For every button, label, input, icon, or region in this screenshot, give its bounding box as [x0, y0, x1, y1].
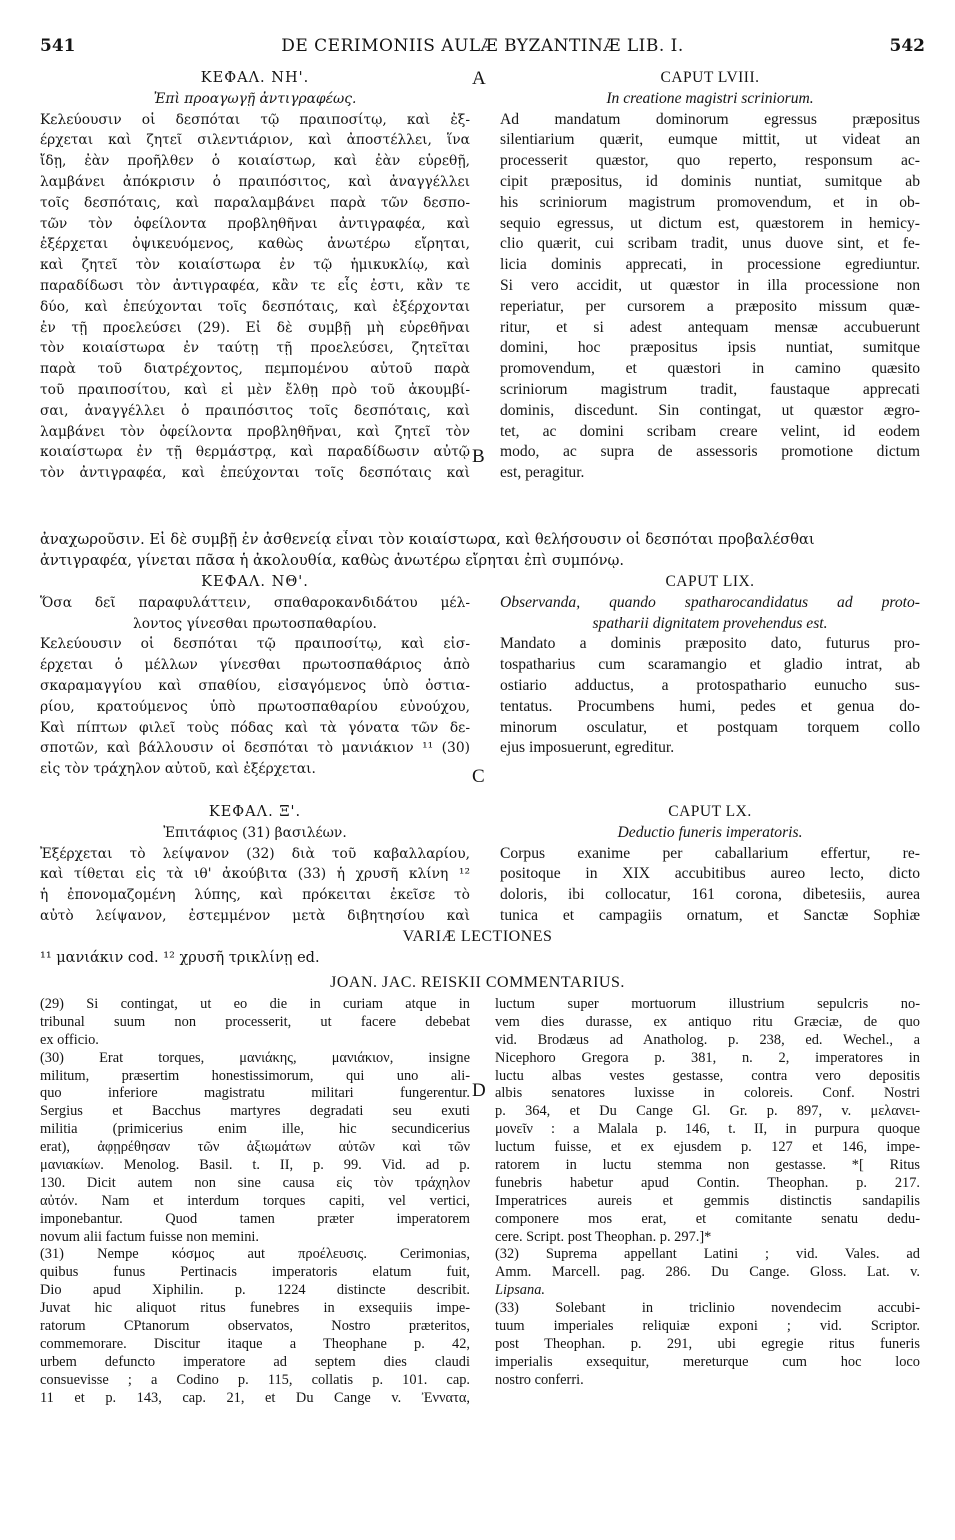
comm-left-line: 130. Dicit autem non sine causa εἰς τὸν τράχηλον [40, 1174, 470, 1191]
left-upper-line: τὸν κοιαίστωρα ἐν ταύτῃ τῇ προελεύσει, ζητεῖται [40, 340, 470, 357]
right-upper-line: Si vero accidit, ut quæstor in illa processione non [500, 276, 920, 294]
right-upper-line: clio quærit, cui scribam tradit, unus duove sint, et fe- [500, 235, 920, 253]
comm-right-line: imperialis exsequitur, mereturque cum hoc loco [495, 1353, 920, 1370]
left-upper-line: κοιαίστωρα ἐν τῇ θερμάστρᾳ, καὶ παραδίδωσιν αὐτῷ [40, 444, 470, 461]
left-mid-line: σποτῶν, καὶ βάλλουσιν οἱ δεσπόται τὸ μανιάκιον ¹¹ (30) [40, 740, 470, 757]
right-upper-line: his scriniorum magistrum promovendum, et in ob- [500, 193, 920, 211]
left-upper-line: τοῖς δεσπόταις, καὶ παραλαμβάνει παρὰ τῶν δεσπο- [40, 194, 470, 211]
margin-marker-a: A [472, 68, 486, 89]
left-mid-line: έρχεται ὁ μέλλων γίνεσθαι πρωτοσπαθάριος ἀπὸ [40, 657, 470, 674]
comm-right-line: Lipsana. [495, 1282, 545, 1299]
comm-left-line: tribunal suum non processerit, ut facere debebat [40, 1013, 470, 1030]
comm-right-line: vid. Brodæus ad Anatholog. p. 238, ed. Wechel., a [495, 1031, 920, 1048]
right-low-line: doloris, ibi collocatur, 161 corona, dibetesiis, aurea [500, 886, 920, 904]
right-upper-line: licia dominis apprecati, in processione egrediuntur. [500, 256, 920, 274]
commentary-title: JOAN. JAC. REISKII COMMENTARIUS. [330, 974, 625, 991]
comm-right-line: funebris habetur apud Contin. Theophan. p. 217. [495, 1174, 920, 1191]
comm-right-line: Imperatrices aureis et gemmis distinctis sandapilis [495, 1192, 920, 1209]
comm-right-line: ratorem in luctu stemma non gestasse. *[ Ritus [495, 1157, 920, 1174]
greek-column-upper [40, 68, 470, 484]
comm-left-line: (30) Erat torques, μανιάκης, μανιάκιον, insigne [40, 1049, 470, 1066]
right-upper-line: processerit quæstor, quo reperto, responsum ac- [500, 152, 920, 170]
left-upper-line: ἐν τῇ προελεύσει (29). Εἰ δὲ συμβῇ μὴ εὑρεθῆναι [40, 319, 470, 336]
comm-left-line: militum, præsertim honestissimorum, qui uno ali- [40, 1067, 470, 1084]
comm-left-line: ratorum CPtanorum observatos, Nostro præteritos, [40, 1318, 470, 1335]
full-width-greek [40, 530, 920, 572]
comm-right-line: p. 364, et Du Cange Gl. Gr. p. 897, v. μελανει- [495, 1103, 920, 1120]
comm-right-line: nostro conferri. [495, 1371, 584, 1388]
full-width-line: ἀντιγραφέα, γίνεται πᾶσα ἡ ἀκολουθία, καθὼς ἀνωτέρω εἴρηται ἐπὶ συμπόνῳ. [40, 551, 624, 569]
right-mid-line: Mandato a dominis præposito dato, futurus pro- [500, 635, 920, 653]
comm-left-line: erat), ἀφῃρέθησαν τῶν ἀξιωμάτων αὐτῶν καὶ τῶν [40, 1139, 470, 1156]
comm-left-line: quo inferiore magistratu militari fungerentur. [40, 1085, 470, 1102]
running-title: DE CERIMONIIS AULÆ BYZANTINÆ LIB. I. [281, 36, 684, 56]
latin-column-lower [500, 802, 920, 927]
right-upper-line: silentiarium quærit, eumque mittit, ut videat an [500, 131, 920, 149]
greek-column-middle [40, 572, 470, 780]
comm-left-line: Dio apud Xiphilin. p. 1224 distincte describit. [40, 1282, 470, 1299]
right-low-line: tunica et campagiis ornatum, et Sanctæ Sophiæ [500, 906, 920, 924]
comm-left-line: novum alii factum fuisse non memini. [40, 1228, 260, 1245]
right-upper-line: In creatione magistri scriniorum. [606, 89, 814, 107]
latin-column-upper [500, 68, 920, 484]
page-number-left: 541 [40, 36, 76, 56]
right-mid-line: ejus imposuerunt, egreditur. [500, 739, 675, 757]
right-mid-line: tentatus. Procumbens humi, pedes et genua do- [500, 697, 920, 715]
left-mid-line: εἰς τὸν τράχηλον αὐτοῦ, καὶ ἐξέρχεται. [40, 761, 316, 778]
comm-right-line: Amm. Marcell. pag. 286. Du Cange. Gloss. Lat. v. [495, 1264, 920, 1281]
left-low-line: Ἐπιτάφιος (31) βασιλέων. [163, 824, 347, 841]
comm-left-line: ex officio. [40, 1031, 99, 1048]
comm-right-line: (33) Solebant in triclinio novendecim accubi- [495, 1300, 920, 1317]
left-upper-line: παραδίδωσι τὸν ἀντιγραφέα, κἂν τε εἷς ἐστι, κἂν τε [40, 277, 470, 294]
comm-left-line: Sergius et Bacchus martyres degradati seu exuti [40, 1103, 470, 1120]
latin-column-middle [500, 572, 920, 759]
comm-left-line: (31) Nempe κόσμος aut προέλευσις. Cerimonias, [40, 1246, 470, 1263]
right-upper-line: dominis, discedunt. Sin contingat, ut quæstor ægro- [500, 401, 920, 419]
left-mid-line: Καὶ πίπτων φιλεῖ τοὺς πόδας καὶ τὰ γόνατα τῶν δε- [40, 719, 470, 736]
comm-right-line: componere mos erat, et comitante senatu dedu- [495, 1210, 920, 1227]
left-upper-line: ἐξέρχεται ὀψικευόμενος, καθὼς ἀνωτέρω εἴρηται, [40, 236, 470, 253]
right-mid-line: Observanda, quando spatharocandidatus ad proto- [500, 593, 920, 611]
left-upper-line: τῶν τὸν ὀφείλοντα προβληθῆναι ἀντιγραφέα, καὶ [40, 215, 470, 232]
right-upper-line: Ad mandatum dominorum egressus præpositus [500, 110, 920, 128]
right-upper-line: est, peragitur. [500, 464, 585, 482]
left-mid-line: λοντος γίνεσθαι πρωτοσπαθαρίου. [133, 615, 377, 632]
comm-left-line: urbem defuncto imperatore ad septem dies claudi [40, 1353, 470, 1370]
right-upper-line: domini, hoc præpositus ipsis nuntiat, sumitque [500, 339, 920, 357]
right-upper-line: reperiatur, per cursorem a præposito missum quæ- [500, 297, 920, 315]
comm-left-line: 11 et p. 143, cap. 21, et Du Cange v. Ἐννατα, [40, 1389, 470, 1406]
right-low-line: CAPUT LX. [668, 803, 752, 820]
right-upper-line: cipit præpositus, id dominis nuntiat, sumitque ab [500, 172, 920, 190]
left-upper-line: ἴδῃ, ἐὰν προῆλθεν ὁ κοιαίστωρ, καὶ ἐὰν εὑρεθῇ, [40, 153, 470, 170]
right-mid-line: minorum osculatur, et postquam torquem collo [500, 718, 920, 736]
comm-right-line: albis senatores luxisse in coloreis. Conf. Nostri [495, 1085, 920, 1102]
left-mid-line: σκαραμαγγίου καὶ σπαθίου, εἰσαγόμενος ὑπὸ ὀστια- [40, 677, 470, 694]
left-upper-line: λαμβάνει ἀπόκρισιν ὁ πραιπόσιτος, καὶ ἀναγγέλλει [40, 173, 470, 190]
right-mid-line: ostiario adductus, a protospathario eunucho sus- [500, 676, 920, 694]
left-mid-line: Κελεύουσιν οἱ δεσπόται τῷ πραιποσίτῳ, καὶ εἰσ- [40, 636, 470, 653]
varia-lectiones-text: ¹¹ μανιάκιν cod. ¹² χρυσῆ τρικλίνῃ ed. [40, 950, 320, 966]
comm-right-line: vem dies durasse, ex antiquo ritu Græciæ, de quo [495, 1013, 920, 1030]
comm-left-line: μανιακίων. Menolog. Basil. t. II, p. 99. Vid. ad p. [40, 1157, 470, 1174]
right-mid-line: spatharii dignitatem provehendus est. [592, 614, 828, 632]
commentary-right [495, 996, 920, 1390]
right-mid-line: tospatharius cum scaramangio et gladio intrat, ab [500, 656, 920, 674]
comm-right-line: luctu albas vestes gestasse, contra vero depositis [495, 1067, 920, 1084]
left-low-line: ἡ ἐπονομαζομένη λύπης, καὶ πρόκειται ἐκεῖσε τὸ [40, 887, 470, 904]
greek-column-lower [40, 802, 470, 927]
right-upper-line: CAPUT LVIII. [660, 69, 760, 86]
right-low-line: positoque in XIX accubitibus aureo lecto, dicto [500, 865, 920, 883]
left-mid-line: ΚΕΦΑΛ. ΝΘ'. [201, 574, 309, 590]
left-upper-line: καὶ ζητεῖ τὸν κοιαίστωρα ἐν τῷ ἡμικυκλίῳ, καὶ [40, 257, 470, 274]
comm-right-line: post Theophan. p. 291, ubi egregie ritus funeris [495, 1335, 920, 1352]
left-low-line: καὶ τίθεται εἰς τὰ ιθ' ἀκούβιτα (33) ἡ χρυσῆ κλίνη ¹² [40, 866, 470, 883]
comm-right-line: luctum fuisse, et ex ejusdem p. 127 et 146, impe- [495, 1139, 920, 1156]
right-low-line: Deductio funeris imperatoris. [617, 823, 803, 841]
comm-right-line: μονεῖν : a Malala p. 146, t. II, in purpura quoque [495, 1121, 920, 1138]
right-upper-line: tet, ac domini scribam creare velint, id eodem [500, 422, 920, 440]
comm-right-line: luctum super mortuorum illustrium sepulcris no- [495, 996, 920, 1012]
right-upper-line: ritur, et si adest antequam mensæ accubuerunt [500, 318, 920, 336]
left-low-line: αὐτὸ λείψανον, ἐστεμμένον μετὰ διβητησίου καὶ [40, 907, 470, 924]
right-mid-line: CAPUT LIX. [665, 573, 755, 590]
right-low-line: Corpus exanime per caballarium effertur, re- [500, 844, 920, 862]
margin-marker-b: B [472, 446, 485, 467]
commentary-left [40, 996, 470, 1407]
right-upper-line: promovendum, et quæstori in camino quæsito [500, 360, 920, 378]
margin-marker-c: C [472, 766, 485, 787]
comm-left-line: imponebantur. Quod tamen præter imperatorem [40, 1210, 470, 1227]
comm-left-line: commemorare. Discitur itaque a Theophane p. 42, [40, 1335, 470, 1352]
left-upper-line: παρὰ τοῦ διατρέχοντος, πεμπομένου αὐτοῦ παρὰ [40, 361, 470, 378]
full-width-line: ἀναχωροῦσιν. Εἰ δὲ συμβῇ ἐν ἀσθενείᾳ εἶναι τὸν κοιαίστωρα, καὶ θελήσουσιν οἱ δεσπόται προβαλέσθαι [40, 531, 815, 548]
comm-right-line: (32) Suprema appellant Latini ; vid. Vales. ad [495, 1246, 920, 1263]
comm-left-line: consuevisse ; a Codino p. 115, collatis p. 101. cap. [40, 1371, 470, 1388]
left-upper-line: Ἐπὶ προαγωγῇ ἀντιγραφέως. [153, 90, 357, 107]
left-upper-line: δύο, καὶ ἐπεύχονται τοῖς δεσπόταις, καὶ ἐξέρχονται [40, 298, 470, 315]
comm-right-line: cere. Script. post Theophan. p. 297.]* [495, 1228, 712, 1245]
page-number-right: 542 [889, 36, 925, 56]
comm-left-line: Juvat hic aliquot ritus funebres in exsequiis impe- [40, 1300, 470, 1317]
left-upper-line: ΚΕΦΑΛ. ΝΗ'. [200, 70, 310, 86]
comm-left-line: quibus funus Pertinacis imperatoris elatum fuit, [40, 1264, 470, 1281]
left-low-line: ΚΕΦΑΛ. Ξ'. [208, 804, 302, 820]
margin-marker-d: D [472, 1080, 486, 1101]
right-upper-line: sequio egressus, ut dictum est, quæstorem in hemicy- [500, 214, 920, 232]
left-upper-line: σαι, ἀναγγέλλει ὁ πραιπόσιτος τοῖς δεσπόταις, καὶ [40, 402, 470, 419]
comm-right-line: Nicephoro Gregora p. 381, n. 2, imperatores in [495, 1049, 920, 1066]
left-low-line: Ἐξέρχεται τὸ λείψανον (32) διὰ τοῦ καβαλλαρίου, [40, 845, 470, 862]
comm-left-line: militia (primicerius enim ille, hic secundicerius [40, 1121, 470, 1138]
comm-left-line: (29) Si contingat, ut eo die in curiam atque in [40, 996, 470, 1012]
right-upper-line: modo, ac supra de assessoris promotione dictum [500, 443, 920, 461]
left-mid-line: ρίου, κρατούμενος ὑπὸ πρωτοσπαθαρίου εὐνούχου, [40, 698, 470, 715]
left-upper-line: τοῦ πραιποσίτου, καὶ εἰ μὲν ἔλθῃ πρὸ τοῦ ἀκουμβί- [40, 381, 470, 398]
left-mid-line: Ὅσα δεῖ παραφυλάττειν, σπαθαροκανδιδάτου μέλ- [40, 594, 470, 611]
running-header [40, 36, 925, 58]
left-upper-line: Κελεύουσιν οἱ δεσπόται τῷ πραιποσίτῳ, καὶ ἐξ- [40, 111, 470, 128]
comm-right-line: tuum imperiales reliquiæ exponi ; vid. Scriptor. [495, 1318, 920, 1335]
varia-lectiones-title: VARIÆ LECTIONES [402, 928, 553, 945]
right-upper-line: scriniorum magistrum tradit, faustaque apprecati [500, 380, 920, 398]
left-upper-line: λαμβάνει τὸν ὀφείλοντα προβληθῆναι, καὶ ζητεῖ τὸν [40, 423, 470, 440]
left-upper-line: έρχεται καὶ ζητεῖ σιλεντιάριον, καὶ ἀποστέλλει, ἵνα [40, 132, 470, 149]
comm-left-line: αὐτόν. Nam et interdum torques capiti, vel vertici, [40, 1192, 470, 1209]
left-upper-line: τὸν ἀντιγραφέα, καὶ ἐπεύχονται τοῖς δεσπόταις καὶ [40, 465, 470, 482]
